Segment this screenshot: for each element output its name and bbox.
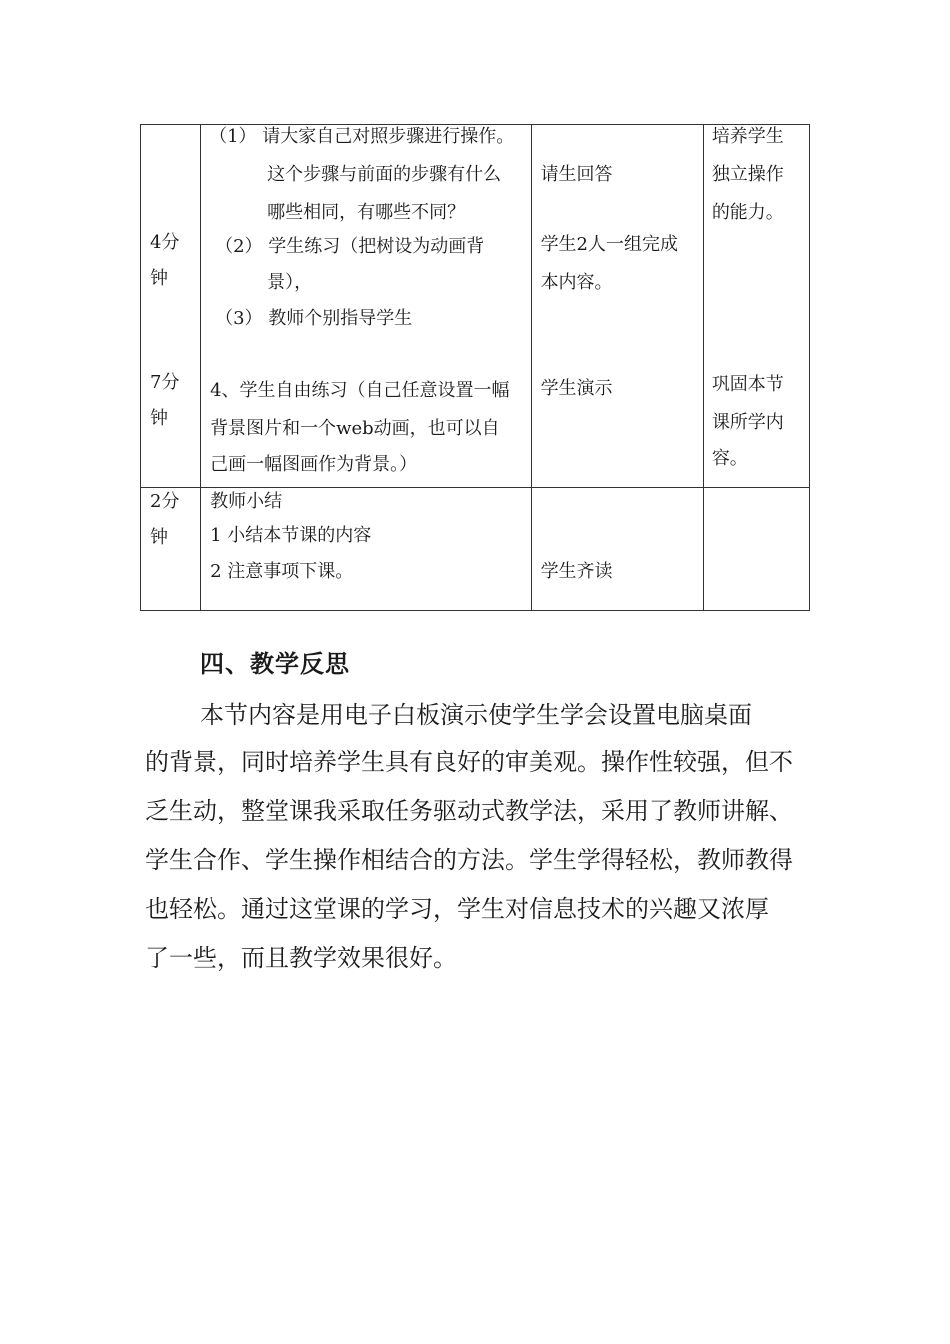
time-label: 钟 — [150, 408, 168, 429]
activity-cell — [531, 488, 703, 611]
lesson-plan-table — [140, 124, 810, 611]
paragraph-line: 了一些，而且教学效果很好。 — [145, 944, 457, 972]
activity-line: 学生2人一组完成 — [540, 234, 679, 255]
activity-line: 请生回答 — [540, 164, 613, 185]
activity-line: 学生演示 — [540, 378, 613, 399]
activity-line: 学生齐读 — [540, 561, 613, 582]
table-row — [141, 125, 810, 488]
content-line: 教师小结 — [210, 491, 283, 512]
paragraph-line: 也轻松。通过这堂课的学习，学生对信息技术的兴趣又浓厚 — [145, 895, 769, 923]
purpose-line: 课所学内 — [711, 412, 784, 433]
time-cell — [141, 125, 201, 488]
content-line: 4、学生自由练习（自己任意设置一幅 — [210, 380, 510, 401]
time-label: 钟 — [150, 268, 168, 289]
paragraph-line: 学生合作、学生操作相结合的方法。学生学得轻松，教师教得 — [145, 846, 793, 874]
table-row — [141, 488, 810, 611]
time-cell — [141, 488, 201, 611]
paragraph-line: 乏生动，整堂课我采取任务驱动式教学法，采用了教师讲解、 — [145, 797, 793, 825]
section-heading: 四、教学反思 — [200, 650, 350, 678]
time-label: 7分 — [150, 372, 180, 393]
purpose-line: 巩固本节 — [711, 374, 784, 395]
content-line: （2） 学生练习（把树设为动画背 — [215, 236, 485, 257]
content-line: 2 注意事项下课。 — [210, 561, 354, 582]
purpose-cell — [703, 488, 809, 611]
purpose-line: 培养学生 — [711, 126, 784, 147]
content-cell — [201, 488, 531, 611]
time-label: 2分 — [150, 491, 180, 512]
purpose-line: 独立操作 — [711, 164, 784, 185]
content-line: 己画一幅图画作为背景。） — [210, 454, 418, 475]
paragraph-line: 本节内容是用电子白板演示使学生学会设置电脑桌面 — [200, 701, 752, 729]
content-line: 背景图片和一个web动画，也可以自 — [210, 418, 500, 439]
paragraph-line: 的背景，同时培养学生具有良好的审美观。操作性较强，但不 — [145, 748, 793, 776]
purpose-line: 的能力。 — [711, 202, 784, 223]
time-label: 钟 — [150, 527, 168, 548]
content-line: （1） 请大家自己对照步骤进行操作。 — [209, 126, 515, 147]
content-cell — [201, 125, 531, 488]
activity-line: 本内容。 — [540, 272, 613, 293]
purpose-cell — [703, 125, 809, 488]
content-line: 哪些相同，有哪些不同？ — [267, 202, 466, 223]
content-line: 景）， — [267, 272, 313, 293]
purpose-line: 容。 — [711, 448, 748, 469]
time-label: 4分 — [150, 232, 180, 253]
activity-cell — [531, 125, 703, 488]
content-line: 这个步骤与前面的步骤有什么 — [267, 164, 502, 185]
content-line: 1 小结本节课的内容 — [210, 525, 372, 546]
content-line: （3） 教师个别指导学生 — [215, 308, 413, 329]
